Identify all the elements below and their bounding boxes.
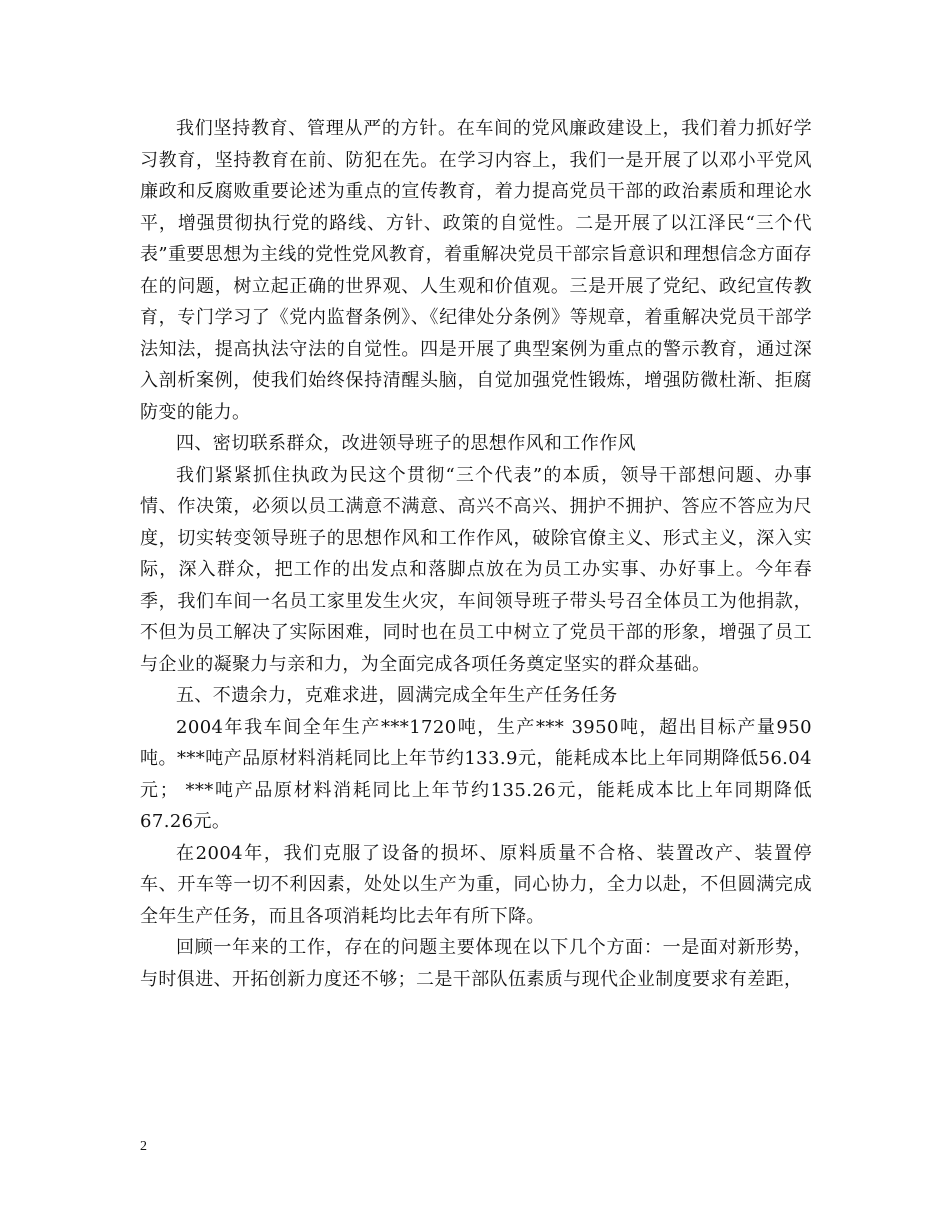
paragraph-party-education: 我们坚持教育、管理从严的方针。在车间的党风廉政建设上，我们着力抓好学习教育，坚持教育在前、防犯在先。在学习内容上，我们一是开展了以邓小平党风廉政和反腐败重要论述为重点的宣传教育，着力提高党员干部的政治素质和理论水平，增强贯彻执行党的路线、方针、政策的自觉性。二是开展了以江泽民“三个代表”重要思想为主线的党性党风教育，着重解决党员干部宗旨意识和理想信念方面存在的问题，树立起正确的世界观、人生观和价值观。三是开展了党纪、政纪宣传教育，专门学习了《党内监督条例》、《纪律处分条例》等规章，着重解决党员干部学法知法，提高执法守法的自觉性。四是开展了典型案例为重点的警示教育，通过深入剖析案例，使我们始终保持清醒头脑，自觉加强党性锻炼，增强防微杜渐、拒腐防变的能力。: [140, 118, 812, 423]
paragraph-existing-problems: 回顾一年来的工作，存在的问题主要体现在以下几个方面：一是面对新形势，与时俱进、开拓创新力度还不够；二是干部队伍素质与现代企业制度要求有差距，: [140, 937, 812, 990]
page-number: 2: [140, 1139, 147, 1154]
section-heading-contact-masses: 四、密切联系群众，改进领导班子的思想作风和工作作风: [176, 433, 636, 454]
paragraph-production-figures: 2004年我车间全年生产***1720吨，生产*** 3950吨，超出目标产量950吨。***吨产品原材料消耗同比上年节约133.9元，能耗成本比上年同期降低56.04元； ***吨产品原材料消耗同比上年节约135.26元，能耗成本比上年同期降低67.26元。: [140, 716, 812, 832]
document-body: [140, 113, 812, 995]
paragraph-overcoming-difficulties: 在2004年，我们克服了设备的损坏、原料质量不合格、装置改产、装置停车、开车等一切不利因素，处处以生产为重，同心协力，全力以赴，不但圆满完成全年生产任务，而且各项消耗均比去年有所下降。: [140, 842, 812, 927]
section-heading-production-tasks: 五、不遗余力，克难求进，圆满完成全年生产任务任务: [176, 685, 618, 706]
paragraph-leadership-style: 我们紧紧抓住执政为民这个贯彻“三个代表”的本质，领导干部想问题、办事情、作决策，必须以员工满意不满意、高兴不高兴、拥护不拥护、答应不答应为尺度，切实转变领导班子的思想作风和工作作风，破除官僚主义、形式主义，深入实际，深入群众，把工作的出发点和落脚点放在为员工办实事、办好事上。今年春季，我们车间一名员工家里发生火灾，车间领导班子带头号召全体员工为他捐款，不但为员工解决了实际困难，同时也在员工中树立了党员干部的形象，增强了员工与企业的凝聚力与亲和力，为全面完成各项任务奠定坚实的群众基础。: [140, 464, 812, 675]
